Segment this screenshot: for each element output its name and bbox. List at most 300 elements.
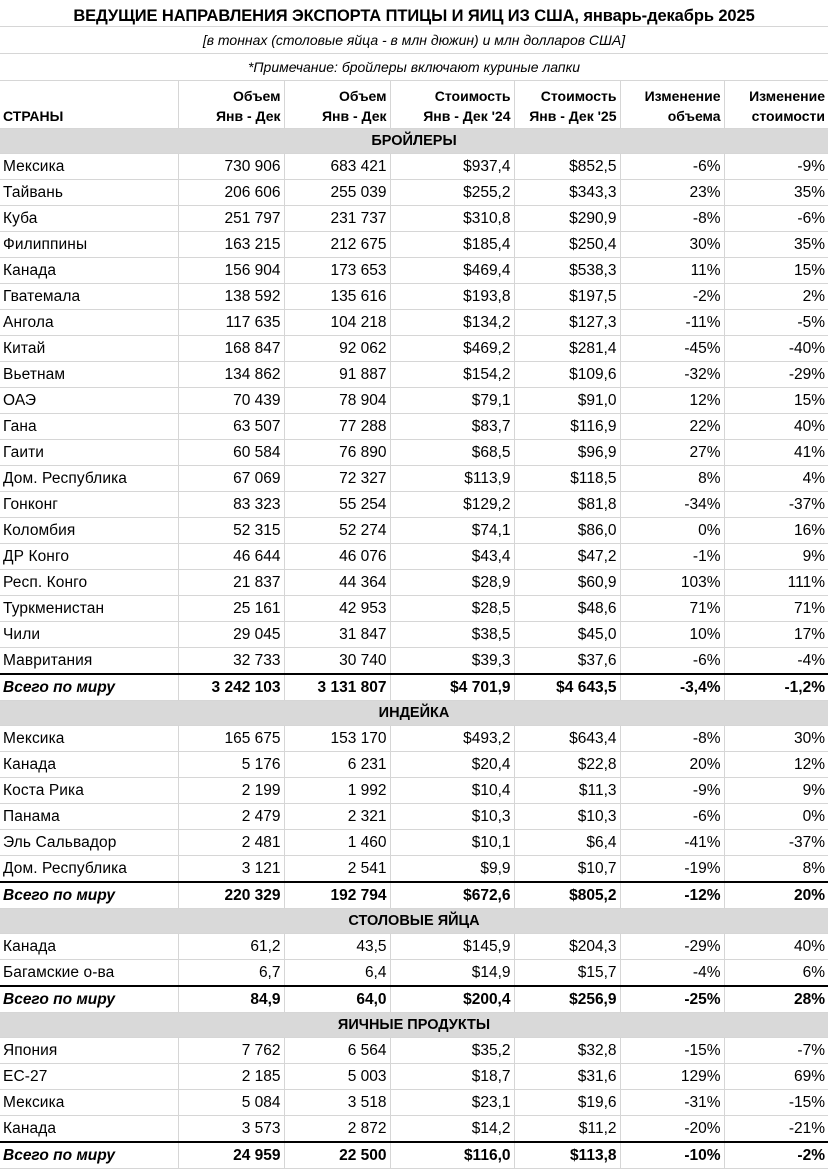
value-cell: -11% — [620, 310, 724, 336]
value-cell: 30% — [620, 232, 724, 258]
value-cell: $22,8 — [514, 752, 620, 778]
country-cell: Ангола — [0, 310, 178, 336]
value-cell: 92 062 — [284, 336, 390, 362]
value-cell: 3 518 — [284, 1090, 390, 1116]
value-cell: 44 364 — [284, 570, 390, 596]
country-cell: ОАЭ — [0, 388, 178, 414]
value-cell: 117 635 — [178, 310, 284, 336]
value-cell: -5% — [724, 310, 828, 336]
value-cell: 0% — [620, 518, 724, 544]
country-cell: Тайвань — [0, 180, 178, 206]
total-label: Всего по миру — [0, 882, 178, 909]
value-cell: 6 231 — [284, 752, 390, 778]
table-row — [0, 492, 828, 518]
value-cell: -8% — [620, 206, 724, 232]
total-value: 3 131 807 — [284, 674, 390, 701]
value-cell: 153 170 — [284, 726, 390, 752]
value-cell: 255 039 — [284, 180, 390, 206]
header-row-1 — [0, 81, 828, 105]
value-cell: -9% — [724, 154, 828, 180]
total-label: Всего по миру — [0, 674, 178, 701]
value-cell: 231 737 — [284, 206, 390, 232]
table-row — [0, 544, 828, 570]
value-cell: $45,0 — [514, 622, 620, 648]
value-cell: 41% — [724, 440, 828, 466]
table-row — [0, 154, 828, 180]
total-label: Всего по миру — [0, 986, 178, 1013]
value-cell: $79,1 — [390, 388, 514, 414]
table-row — [0, 466, 828, 492]
total-value: -25% — [620, 986, 724, 1013]
value-cell: $643,4 — [514, 726, 620, 752]
country-cell: Канада — [0, 752, 178, 778]
total-value: -3,4% — [620, 674, 724, 701]
value-cell: $129,2 — [390, 492, 514, 518]
total-value: 64,0 — [284, 986, 390, 1013]
value-cell: $38,5 — [390, 622, 514, 648]
section-title: БРОЙЛЕРЫ — [0, 129, 828, 154]
total-label: Всего по миру — [0, 1142, 178, 1169]
table-row — [0, 934, 828, 960]
country-cell: Китай — [0, 336, 178, 362]
table-row — [0, 752, 828, 778]
value-cell: 3 121 — [178, 856, 284, 883]
header-cell: Янв - Дек '25 — [514, 104, 620, 129]
value-cell: $469,4 — [390, 258, 514, 284]
value-cell: 5 003 — [284, 1064, 390, 1090]
value-cell: $96,9 — [514, 440, 620, 466]
value-cell: $6,4 — [514, 830, 620, 856]
section-header-row — [0, 129, 828, 154]
value-cell: $11,2 — [514, 1116, 620, 1143]
value-cell: 1 460 — [284, 830, 390, 856]
country-cell: Гаити — [0, 440, 178, 466]
value-cell: -6% — [620, 154, 724, 180]
country-cell: Чили — [0, 622, 178, 648]
value-cell: $204,3 — [514, 934, 620, 960]
total-row — [0, 882, 828, 909]
table-row — [0, 518, 828, 544]
country-cell: Туркменистан — [0, 596, 178, 622]
table-row — [0, 570, 828, 596]
total-value: 20% — [724, 882, 828, 909]
value-cell: $28,5 — [390, 596, 514, 622]
value-cell: 683 421 — [284, 154, 390, 180]
value-cell: $255,2 — [390, 180, 514, 206]
value-cell: -40% — [724, 336, 828, 362]
value-cell: $37,6 — [514, 648, 620, 675]
value-cell: $9,9 — [390, 856, 514, 883]
table-row — [0, 596, 828, 622]
table-row — [0, 206, 828, 232]
country-cell: Вьетнам — [0, 362, 178, 388]
value-cell: 69% — [724, 1064, 828, 1090]
table-row — [0, 362, 828, 388]
value-cell: -31% — [620, 1090, 724, 1116]
value-cell: $15,7 — [514, 960, 620, 987]
value-cell: $154,2 — [390, 362, 514, 388]
value-cell: $281,4 — [514, 336, 620, 362]
value-cell: 5 084 — [178, 1090, 284, 1116]
country-cell: ДР Конго — [0, 544, 178, 570]
value-cell: 138 592 — [178, 284, 284, 310]
value-cell: -7% — [724, 1038, 828, 1064]
value-cell: $18,7 — [390, 1064, 514, 1090]
total-value: -2% — [724, 1142, 828, 1169]
country-cell: Коломбия — [0, 518, 178, 544]
country-cell: Куба — [0, 206, 178, 232]
units-subtitle: [в тоннах (столовые яйца - в млн дюжин) и млн долларов США] — [0, 26, 828, 53]
value-cell: 76 890 — [284, 440, 390, 466]
table-row — [0, 830, 828, 856]
value-cell: 21 837 — [178, 570, 284, 596]
value-cell: $19,6 — [514, 1090, 620, 1116]
value-cell: 2 321 — [284, 804, 390, 830]
value-cell: 206 606 — [178, 180, 284, 206]
value-cell: 11% — [620, 258, 724, 284]
table-row — [0, 388, 828, 414]
value-cell: 10% — [620, 622, 724, 648]
country-cell: Филиппины — [0, 232, 178, 258]
value-cell: $538,3 — [514, 258, 620, 284]
value-cell: 35% — [724, 232, 828, 258]
country-cell: Респ. Конго — [0, 570, 178, 596]
value-cell: $127,3 — [514, 310, 620, 336]
value-cell: 103% — [620, 570, 724, 596]
table-row — [0, 726, 828, 752]
value-cell: 71% — [620, 596, 724, 622]
value-cell: 70 439 — [178, 388, 284, 414]
value-cell: $310,8 — [390, 206, 514, 232]
total-value: -12% — [620, 882, 724, 909]
value-cell: -41% — [620, 830, 724, 856]
value-cell: 163 215 — [178, 232, 284, 258]
header-cell: СТРАНЫ — [0, 104, 178, 129]
value-cell: 165 675 — [178, 726, 284, 752]
value-cell: 7 762 — [178, 1038, 284, 1064]
value-cell: $193,8 — [390, 284, 514, 310]
value-cell: 25 161 — [178, 596, 284, 622]
value-cell: $47,2 — [514, 544, 620, 570]
value-cell: -29% — [620, 934, 724, 960]
total-value: $116,0 — [390, 1142, 514, 1169]
table-row — [0, 310, 828, 336]
section-header-row — [0, 701, 828, 726]
country-cell: Мексика — [0, 726, 178, 752]
value-cell: $35,2 — [390, 1038, 514, 1064]
country-cell: Мексика — [0, 154, 178, 180]
value-cell: 8% — [724, 856, 828, 883]
value-cell: 2 872 — [284, 1116, 390, 1143]
value-cell: 15% — [724, 258, 828, 284]
value-cell: $43,4 — [390, 544, 514, 570]
value-cell: 31 847 — [284, 622, 390, 648]
value-cell: $14,9 — [390, 960, 514, 987]
export-table — [0, 80, 828, 1169]
value-cell: 6% — [724, 960, 828, 987]
value-cell: $10,7 — [514, 856, 620, 883]
country-cell: Мексика — [0, 1090, 178, 1116]
value-cell: 43,5 — [284, 934, 390, 960]
value-cell: -21% — [724, 1116, 828, 1143]
header-cell: Изменение — [724, 81, 828, 105]
header-cell: Объем — [284, 81, 390, 105]
value-cell: 2 479 — [178, 804, 284, 830]
value-cell: 2 199 — [178, 778, 284, 804]
country-cell: Гана — [0, 414, 178, 440]
value-cell: 30% — [724, 726, 828, 752]
value-cell: $86,0 — [514, 518, 620, 544]
section-title: ЯИЧНЫЕ ПРОДУКТЫ — [0, 1013, 828, 1038]
value-cell: 168 847 — [178, 336, 284, 362]
value-cell: 173 653 — [284, 258, 390, 284]
table-row — [0, 1090, 828, 1116]
value-cell: $10,4 — [390, 778, 514, 804]
country-cell: Дом. Республика — [0, 856, 178, 883]
table-row — [0, 414, 828, 440]
value-cell: -2% — [620, 284, 724, 310]
total-value: 3 242 103 — [178, 674, 284, 701]
value-cell: 12% — [724, 752, 828, 778]
value-cell: $250,4 — [514, 232, 620, 258]
value-cell: 15% — [724, 388, 828, 414]
value-cell: 104 218 — [284, 310, 390, 336]
header-cell: Янв - Дек '24 — [390, 104, 514, 129]
value-cell: 78 904 — [284, 388, 390, 414]
value-cell: $290,9 — [514, 206, 620, 232]
value-cell: 27% — [620, 440, 724, 466]
value-cell: $937,4 — [390, 154, 514, 180]
table-row — [0, 440, 828, 466]
footnote: *Примечание: бройлеры включают куриные лапки — [0, 53, 828, 80]
value-cell: 40% — [724, 934, 828, 960]
value-cell: 134 862 — [178, 362, 284, 388]
value-cell: 52 315 — [178, 518, 284, 544]
value-cell: $852,5 — [514, 154, 620, 180]
value-cell: $39,3 — [390, 648, 514, 675]
country-cell: Япония — [0, 1038, 178, 1064]
total-value: 220 329 — [178, 882, 284, 909]
value-cell: $185,4 — [390, 232, 514, 258]
total-row — [0, 1142, 828, 1169]
value-cell: 5 176 — [178, 752, 284, 778]
header-cell: Янв - Дек — [178, 104, 284, 129]
total-value: $113,8 — [514, 1142, 620, 1169]
table-row — [0, 1064, 828, 1090]
value-cell: 135 616 — [284, 284, 390, 310]
value-cell: $31,6 — [514, 1064, 620, 1090]
value-cell: 8% — [620, 466, 724, 492]
country-cell: Канада — [0, 1116, 178, 1143]
country-cell: Гонконг — [0, 492, 178, 518]
table-row — [0, 284, 828, 310]
value-cell: -4% — [724, 648, 828, 675]
table-row — [0, 1116, 828, 1143]
total-value: $200,4 — [390, 986, 514, 1013]
value-cell: -15% — [724, 1090, 828, 1116]
value-cell: $343,3 — [514, 180, 620, 206]
value-cell: 30 740 — [284, 648, 390, 675]
value-cell: 6,4 — [284, 960, 390, 987]
value-cell: $118,5 — [514, 466, 620, 492]
country-cell: Дом. Республика — [0, 466, 178, 492]
value-cell: $145,9 — [390, 934, 514, 960]
value-cell: -20% — [620, 1116, 724, 1143]
total-value: 22 500 — [284, 1142, 390, 1169]
value-cell: -6% — [620, 804, 724, 830]
value-cell: 32 733 — [178, 648, 284, 675]
value-cell: 40% — [724, 414, 828, 440]
total-row — [0, 986, 828, 1013]
value-cell: 77 288 — [284, 414, 390, 440]
section-title: СТОЛОВЫЕ ЯЙЦА — [0, 909, 828, 934]
value-cell: 91 887 — [284, 362, 390, 388]
table-row — [0, 622, 828, 648]
value-cell: -19% — [620, 856, 724, 883]
value-cell: $23,1 — [390, 1090, 514, 1116]
value-cell: 46 644 — [178, 544, 284, 570]
header-cell: Стоимость — [390, 81, 514, 105]
total-value: -1,2% — [724, 674, 828, 701]
value-cell: 2% — [724, 284, 828, 310]
table-row — [0, 336, 828, 362]
value-cell: 52 274 — [284, 518, 390, 544]
value-cell: -45% — [620, 336, 724, 362]
value-cell: 63 507 — [178, 414, 284, 440]
value-cell: 156 904 — [178, 258, 284, 284]
total-value: $805,2 — [514, 882, 620, 909]
value-cell: -6% — [620, 648, 724, 675]
value-cell: 42 953 — [284, 596, 390, 622]
value-cell: $83,7 — [390, 414, 514, 440]
value-cell: $134,2 — [390, 310, 514, 336]
value-cell: 67 069 — [178, 466, 284, 492]
value-cell: $10,3 — [390, 804, 514, 830]
value-cell: $197,5 — [514, 284, 620, 310]
table-row — [0, 960, 828, 987]
value-cell: 20% — [620, 752, 724, 778]
value-cell: 29 045 — [178, 622, 284, 648]
value-cell: 12% — [620, 388, 724, 414]
value-cell: $81,8 — [514, 492, 620, 518]
table-row — [0, 180, 828, 206]
value-cell: 55 254 — [284, 492, 390, 518]
value-cell: -37% — [724, 830, 828, 856]
total-value: 192 794 — [284, 882, 390, 909]
country-cell: Коста Рика — [0, 778, 178, 804]
table-row — [0, 1038, 828, 1064]
total-value: 24 959 — [178, 1142, 284, 1169]
value-cell: -32% — [620, 362, 724, 388]
country-cell: Канада — [0, 934, 178, 960]
value-cell: 2 185 — [178, 1064, 284, 1090]
country-cell: Эль Сальвадор — [0, 830, 178, 856]
table-row — [0, 804, 828, 830]
value-cell: -34% — [620, 492, 724, 518]
value-cell: $68,5 — [390, 440, 514, 466]
value-cell: $493,2 — [390, 726, 514, 752]
country-cell: Канада — [0, 258, 178, 284]
value-cell: $20,4 — [390, 752, 514, 778]
total-value: $672,6 — [390, 882, 514, 909]
value-cell: 1 992 — [284, 778, 390, 804]
total-row — [0, 674, 828, 701]
value-cell: 730 906 — [178, 154, 284, 180]
value-cell: 35% — [724, 180, 828, 206]
value-cell: -9% — [620, 778, 724, 804]
country-cell: Багамские о-ва — [0, 960, 178, 987]
section-header-row — [0, 1013, 828, 1038]
header-cell: стоимости — [724, 104, 828, 129]
value-cell: 61,2 — [178, 934, 284, 960]
value-cell: 212 675 — [284, 232, 390, 258]
country-cell: Панама — [0, 804, 178, 830]
value-cell: 17% — [724, 622, 828, 648]
value-cell: $32,8 — [514, 1038, 620, 1064]
section-title: ИНДЕЙКА — [0, 701, 828, 726]
header-row-2 — [0, 104, 828, 129]
value-cell: 22% — [620, 414, 724, 440]
value-cell: 46 076 — [284, 544, 390, 570]
total-value: 28% — [724, 986, 828, 1013]
total-value: 84,9 — [178, 986, 284, 1013]
total-value: -10% — [620, 1142, 724, 1169]
value-cell: $469,2 — [390, 336, 514, 362]
total-value: $4 643,5 — [514, 674, 620, 701]
header-cell — [0, 81, 178, 105]
value-cell: $11,3 — [514, 778, 620, 804]
value-cell: $48,6 — [514, 596, 620, 622]
value-cell: 6 564 — [284, 1038, 390, 1064]
value-cell: $74,1 — [390, 518, 514, 544]
value-cell: $113,9 — [390, 466, 514, 492]
value-cell: 72 327 — [284, 466, 390, 492]
value-cell: $10,3 — [514, 804, 620, 830]
value-cell: -37% — [724, 492, 828, 518]
value-cell: -8% — [620, 726, 724, 752]
total-value: $4 701,9 — [390, 674, 514, 701]
page-title: ВЕДУЩИЕ НАПРАВЛЕНИЯ ЭКСПОРТА ПТИЦЫ И ЯИЦ ИЗ США, январь-декабрь 2025 — [73, 7, 755, 25]
country-cell: ЕС-27 — [0, 1064, 178, 1090]
value-cell: 251 797 — [178, 206, 284, 232]
value-cell: $109,6 — [514, 362, 620, 388]
value-cell: 0% — [724, 804, 828, 830]
value-cell: 2 481 — [178, 830, 284, 856]
value-cell: 60 584 — [178, 440, 284, 466]
table-row — [0, 856, 828, 883]
value-cell: -1% — [620, 544, 724, 570]
value-cell: 2 541 — [284, 856, 390, 883]
value-cell: 111% — [724, 570, 828, 596]
value-cell: 23% — [620, 180, 724, 206]
value-cell: 16% — [724, 518, 828, 544]
value-cell: 83 323 — [178, 492, 284, 518]
value-cell: 6,7 — [178, 960, 284, 987]
country-cell: Мавритания — [0, 648, 178, 675]
value-cell: $10,1 — [390, 830, 514, 856]
table-row — [0, 232, 828, 258]
value-cell: -29% — [724, 362, 828, 388]
value-cell: 71% — [724, 596, 828, 622]
value-cell: $28,9 — [390, 570, 514, 596]
table-row — [0, 258, 828, 284]
value-cell: $60,9 — [514, 570, 620, 596]
table-row — [0, 778, 828, 804]
value-cell: -15% — [620, 1038, 724, 1064]
value-cell: 3 573 — [178, 1116, 284, 1143]
country-cell: Гватемала — [0, 284, 178, 310]
value-cell: $91,0 — [514, 388, 620, 414]
